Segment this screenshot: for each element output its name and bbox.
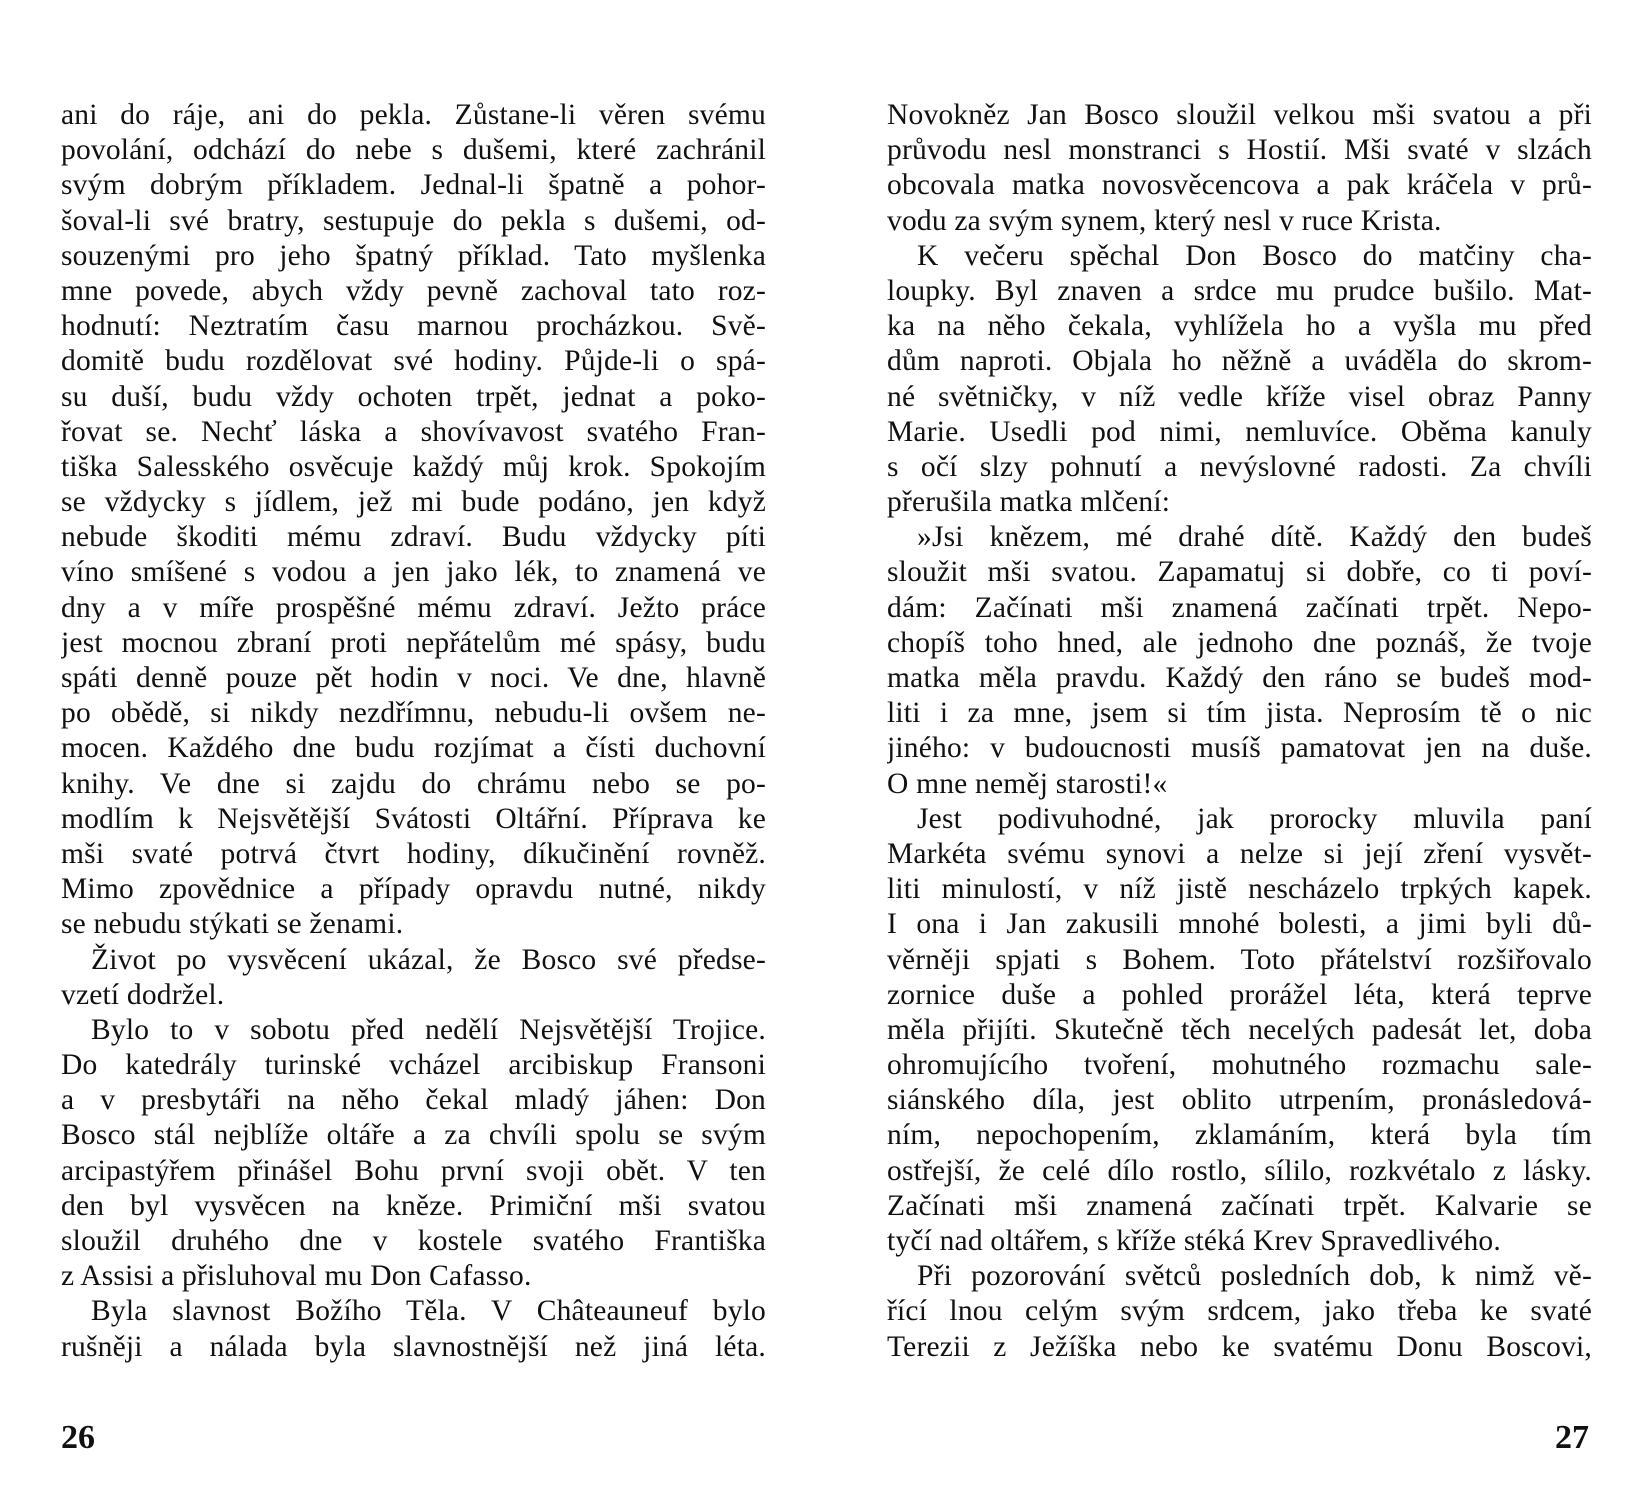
left-page-text [61, 98, 766, 1365]
text-line: hodnutí: Neztratím času marnou procházkou. Svě- [61, 310, 766, 343]
text-line: siánského díla, jest oblito utrpením, pronásledová- [887, 1084, 1592, 1117]
text-line: tyčí nad oltářem, s kříže stéká Krev Spravedlivého. [887, 1225, 1501, 1257]
text-line: nebude škoditi mému zdraví. Budu vždycky píti [61, 521, 766, 554]
text-line: mne povede, abych vždy pevně zachoval tato roz- [61, 274, 766, 307]
text-line: Mimo zpovědnice a případy opravdu nutné, nikdy [61, 873, 766, 906]
text-line: liti i za mne, jsem si tím jista. Neprosím tě o nic [887, 697, 1592, 730]
text-line: den byl vysvěcen na kněze. Primiční mši svatou [61, 1189, 766, 1222]
text-line: mocen. Každého dne budu rozjímat a čísti duchovní [61, 732, 766, 765]
text-line: Bosco stál nejblíže oltáře a za chvíli spolu se svým [61, 1119, 766, 1152]
text-line: Jest podivuhodné, jak prorocky mluvila paní [917, 802, 1592, 835]
text-line: Novokněz Jan Bosco sloužil velkou mši svatou a při [887, 99, 1592, 131]
text-line: svým dobrým příkladem. Jednal-li špatně a pohor- [61, 169, 766, 202]
text-line: se vždycky s jídlem, jež mi bude podáno, jen když [61, 486, 766, 519]
text-line: Marie. Usedli pod nimi, nemluvíce. Oběma kanuly [887, 415, 1592, 448]
text-line: loupky. Byl znaven a srdce mu prudce bušilo. Mat- [887, 274, 1592, 307]
text-line: jiného: v budoucnosti musíš pamatovat jen na duše. [887, 732, 1592, 765]
text-line: Život po vysvěcení ukázal, že Bosco své předse- [91, 943, 766, 976]
text-line: dám: Začínati mši znamená začínati trpět. Nepo- [887, 591, 1592, 624]
text-line: liti minulostí, v níž jistě nescházelo trpkých kapek. [887, 873, 1592, 906]
text-line: spáti denně pouze pět hodin v noci. Ve dne, hlavně [61, 662, 766, 694]
text-line: dny a v míře prospěšné mému zdraví. Ježto práce [61, 591, 766, 624]
text-line: přerušila matka mlčení: [887, 486, 1171, 519]
text-line: obcovala matka novosvěcencova a pak kráčela v prů- [887, 169, 1592, 202]
text-line: rušněji a nálada byla slavnostnější než jiná léta. [61, 1330, 766, 1363]
text-line: ani do ráje, ani do pekla. Zůstane-li věren svému [61, 99, 766, 131]
text-line: ka na něho čekala, vyhlížela ho a vyšla mu před [887, 310, 1592, 343]
text-line: ohromujícího tvoření, mohutného rozmachu sale- [887, 1049, 1592, 1082]
text-line: víno smíšené s vodou a jen jako lék, to znamená ve [61, 556, 766, 589]
text-line: a v presbytáři na něho čekal mladý jáhen: Don [61, 1084, 766, 1117]
text-line: né světničky, v níž vedle kříže visel obraz Panny [887, 380, 1592, 413]
text-line: řovat se. Nechť láska a shovívavost svatého Fran- [61, 415, 766, 448]
text-line: Do katedrály turinské vcházel arcibiskup Fransoni [61, 1049, 766, 1082]
text-line: Markéta svému synovi a nelze si její zření vysvět- [887, 837, 1592, 870]
text-line: mši svaté potrvá čtvrt hodiny, díkučinění rovněž. [61, 837, 766, 870]
text-line: O mne neměj starosti!« [887, 767, 1168, 800]
text-line: arcipastýřem přinášel Bohu první svoji obět. V ten [61, 1154, 766, 1187]
text-line: sloužit mši svatou. Zapamatuj si dobře, co ti poví- [887, 556, 1592, 589]
text-line: jest mocnou zbraní proti nepřátelům mé spásy, budu [61, 626, 766, 659]
text-line: povolání, odchází do nebe s dušemi, které zachránil [61, 134, 766, 167]
text-line: I ona i Jan zakusili mnohé bolesti, a jimi byli dů- [887, 908, 1592, 941]
text-line: zornice duše a pohled prorážel léta, která teprve [887, 978, 1592, 1011]
text-line: Při pozorování světců posledních dob, k nimž vě- [917, 1260, 1592, 1293]
text-line: K večeru spěchal Don Bosco do matčiny cha- [917, 239, 1592, 272]
text-line: s očí slzy pohnutí a nevýslovné radosti. Za chvíli [887, 450, 1592, 483]
text-line: řící lnou celým svým srdcem, jako třeba ke svaté [887, 1295, 1592, 1328]
text-line: po obědě, si nikdy nezdřímnu, nebudu-li ovšem ne- [61, 697, 766, 730]
text-line: ostřejší, že celé dílo rostlo, sílilo, rozkvétalo z lásky. [887, 1154, 1592, 1187]
right-page-text [887, 98, 1592, 1365]
text-line: vzetí dodržel. [61, 978, 225, 1011]
text-line: sloužil druhého dne v kostele svatého Františka [61, 1225, 766, 1257]
text-line: průvodu nesl monstranci s Hostií. Mši svaté v slzách [887, 134, 1592, 167]
text-line: chopíš toho hned, ale jednoho dne poznáš, že tvoje [887, 626, 1592, 659]
text-line: vodu za svým synem, který nesl v ruce Krista. [887, 204, 1442, 237]
text-line: »Jsi knězem, mé drahé dítě. Každý den budeš [917, 521, 1592, 554]
text-line: Byla slavnost Božího Těla. V Châteauneuf bylo [91, 1295, 766, 1328]
text-line: ním, nepochopením, zklamáním, která byla tím [887, 1119, 1592, 1152]
text-line: z Assisi a přisluhoval mu Don Cafasso. [61, 1260, 532, 1293]
text-line: Začínati mši znamená začínati trpět. Kalvarie se [887, 1189, 1592, 1222]
text-line: Terezii z Ježíška nebo ke svatému Donu Boscovi, [887, 1330, 1592, 1363]
text-line: matka měla pravdu. Každý den ráno se budeš mod- [887, 662, 1592, 694]
text-line: věrněji spjati s Bohem. Toto přátelství rozšiřovalo [887, 943, 1592, 976]
text-line: se nebudu stýkati se ženami. [61, 908, 404, 941]
text-line: měla přijíti. Skutečně těch necelých padesát let, doba [887, 1013, 1592, 1046]
text-line: šoval-li své bratry, sestupuje do pekla s dušemi, od- [61, 204, 766, 237]
right-page-number: 27 [1555, 1419, 1589, 1456]
text-line: tiška Salesského osvěcuje každý můj krok. Spokojím [61, 450, 766, 483]
text-line: Bylo to v sobotu před nedělí Nejsvětější Trojice. [91, 1013, 766, 1046]
text-line: su duší, budu vždy ochoten trpět, jednat a poko- [61, 380, 766, 413]
text-line: modlím k Nejsvětější Svátosti Oltářní. Příprava ke [61, 802, 766, 835]
text-line: knihy. Ve dne si zajdu do chrámu nebo se po- [61, 767, 766, 800]
text-line: domitě budu rozdělovat své hodiny. Půjde-li o spá- [61, 345, 766, 378]
text-line: dům naproti. Objala ho něžně a uváděla do skrom- [887, 345, 1592, 378]
text-line: souzenými pro jeho špatný příklad. Tato myšlenka [61, 239, 766, 272]
left-page-number: 26 [61, 1419, 95, 1456]
